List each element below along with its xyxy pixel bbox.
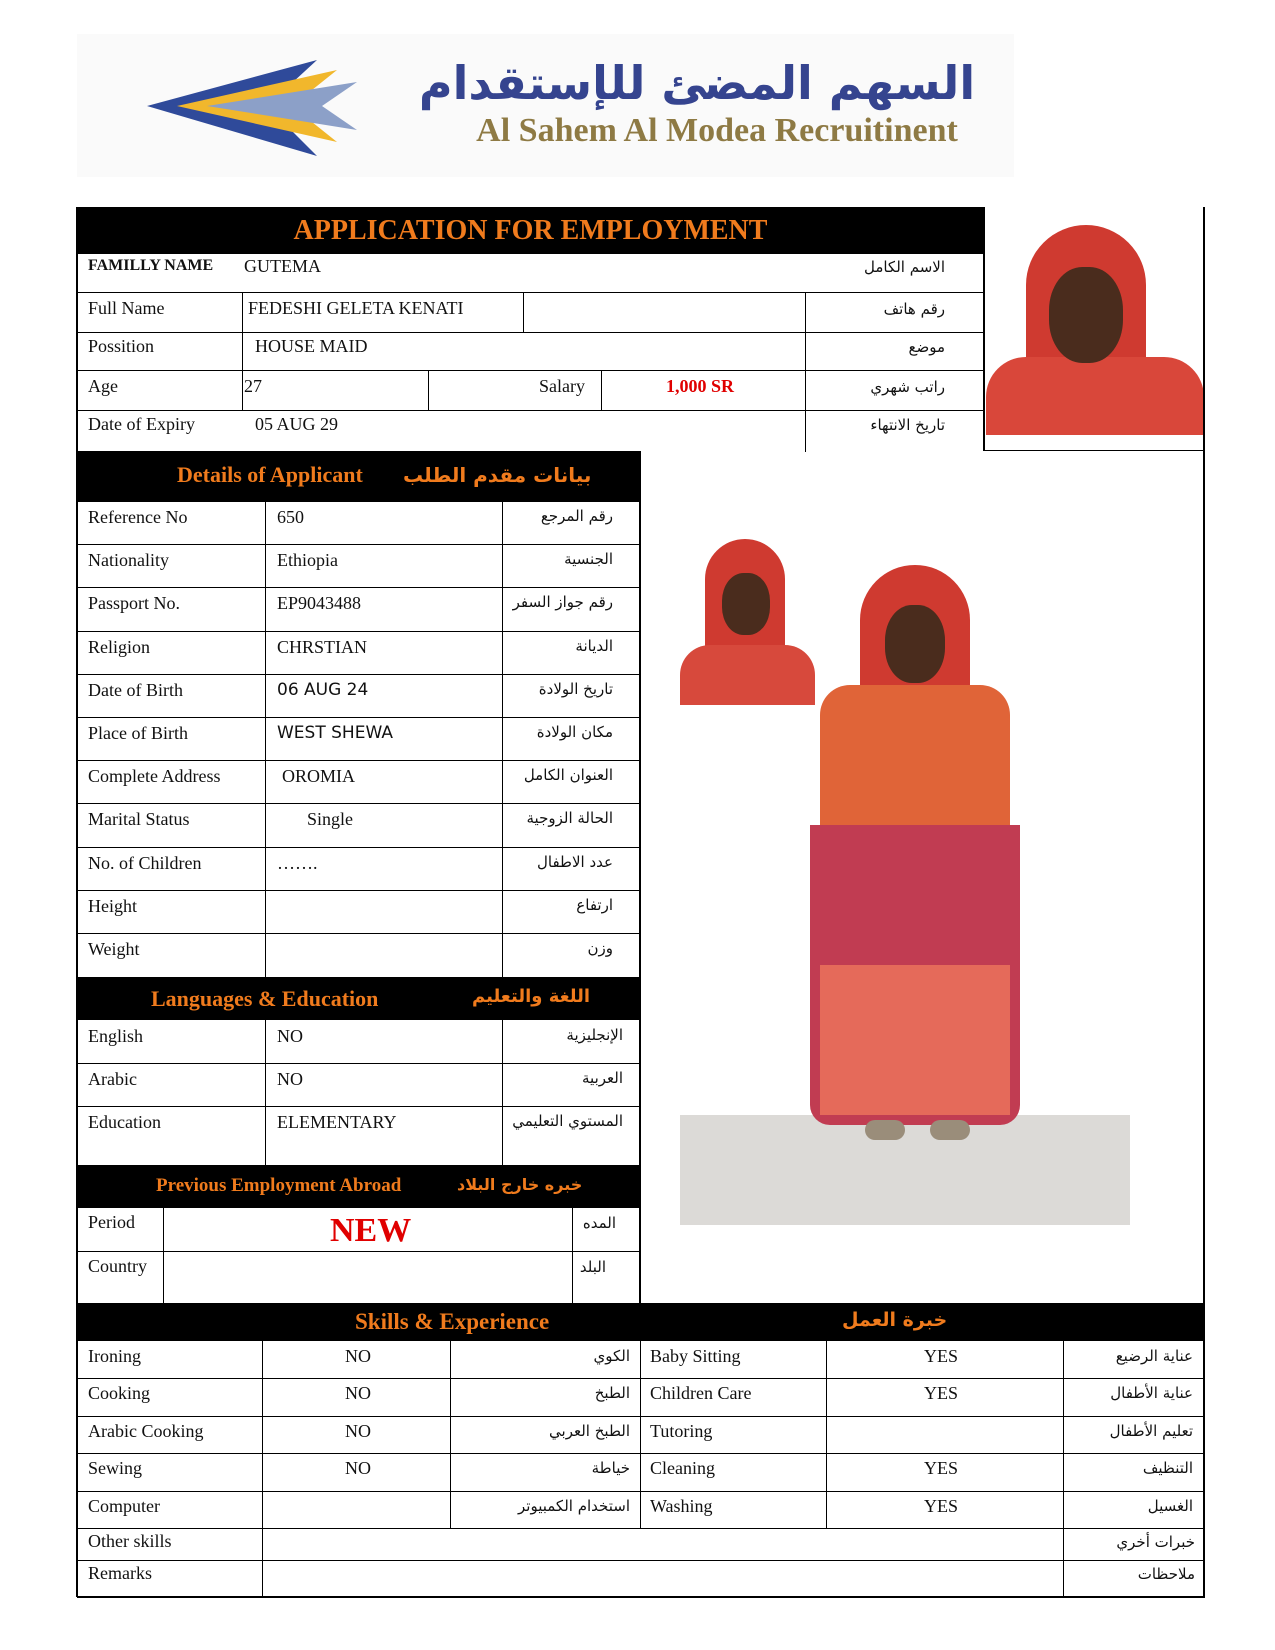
arrow-logo-icon [147,52,407,162]
details-arabic: العنوان الكامل [523,766,613,784]
family-name-label: FAMILLY NAME [88,257,214,274]
skill-value: YES [924,1458,959,1478]
skill-value: YES [924,1496,959,1516]
row-divider [77,1378,1204,1379]
details-header-ar: بيانات مقدم الطلب [403,463,592,487]
previous-header [77,1165,640,1208]
skill-value: YES [924,1346,959,1366]
row-divider [77,803,640,804]
age-label: Age [88,376,118,396]
details-arabic: الحالة الزوجية [526,809,613,827]
row-divider [77,933,640,934]
language-arabic: الإنجليزية [566,1026,623,1044]
position-label: Possition [88,336,155,356]
languages-header [77,977,640,1020]
details-value: 06 AUG 24 [277,680,369,700]
logo-arabic-text: السهم المضئ للإستقدام [418,56,976,110]
previous-header-ar: خبره خارج البلاد [457,1175,583,1194]
skill-arabic: خياطة [591,1459,630,1477]
skill-value: YES [924,1383,959,1403]
skill-value: NO [345,1421,371,1441]
language-label: English [88,1026,144,1046]
row-divider [77,1106,640,1107]
skill-label: Cleaning [650,1458,715,1478]
details-label: Passport No. [88,593,181,613]
remarks-arabic: ملاحظات [1137,1565,1195,1583]
row-divider [77,890,640,891]
skill-value: NO [345,1383,371,1403]
details-value: WEST SHEWA [277,723,393,743]
other-skills-label: Other skills [88,1531,172,1551]
expiry-arabic: تاريخ الانتهاء [870,416,945,434]
details-label: Nationality [88,550,169,570]
skills-header-ar: خبرة العمل [842,1309,948,1331]
row-divider [77,587,640,588]
row-divider [77,1063,640,1064]
details-arabic: عدد الاطفال [537,853,613,871]
details-label: No. of Children [88,853,202,873]
skills-header-en: Skills & Experience [355,1309,550,1334]
row-divider [77,760,640,761]
skill-label: Children Care [650,1383,752,1403]
previous-header-en: Previous Employment Abroad [156,1175,402,1196]
details-value: EP9043488 [277,593,362,613]
details-arabic: الجنسية [564,550,613,568]
family-name-value: GUTEMA [244,256,321,276]
full-body-photo [680,535,1130,1225]
details-label: Complete Address [88,766,221,786]
details-arabic: وزن [587,939,613,957]
row-divider [77,717,640,718]
details-header [77,451,640,501]
salary-label: Salary [539,376,585,396]
skill-label: Tutoring [650,1421,713,1441]
details-arabic: رقم جواز السفر [512,593,613,611]
skill-label: Sewing [88,1458,142,1478]
age-value: 27 [244,376,262,396]
salary-arabic: راتب شهري [870,378,945,396]
skill-label: Baby Sitting [650,1346,741,1366]
languages-header-ar: اللغة والتعليم [472,986,591,1007]
details-arabic: تاريخ الولادة [538,680,613,698]
details-arabic: مكان الولادة [536,723,613,741]
details-label: Height [88,896,137,916]
row-divider [77,1453,1204,1454]
phone-arabic: رقم هاتف [883,300,945,318]
skill-arabic: الغسيل [1147,1497,1193,1515]
family-name-arabic: الاسم الكامل [863,258,945,276]
language-value: ELEMENTARY [277,1112,397,1132]
skill-value: NO [345,1346,371,1366]
row-divider [77,1491,1204,1492]
country-arabic: البلد [579,1258,606,1276]
other-skills-arabic: خبرات أخري [1116,1533,1195,1551]
row-divider [77,1416,1204,1417]
skill-label: Washing [650,1496,713,1516]
details-label: Place of Birth [88,723,188,743]
period-arabic: المده [582,1214,616,1232]
skill-label: Computer [88,1496,160,1516]
details-label: Religion [88,637,150,657]
remarks-label: Remarks [88,1563,152,1583]
details-arabic: رقم المرجع [540,507,613,525]
position-arabic: موضع [908,338,945,356]
page-title: APPLICATION FOR EMPLOYMENT [77,207,984,254]
salary-value: 1,000 SR [666,376,735,396]
details-arabic: الديانة [575,637,613,655]
row-divider [77,501,640,502]
row-divider [77,631,640,632]
full-name-label: Full Name [88,298,165,318]
row-divider [77,544,640,545]
skills-header [77,1303,1204,1341]
skill-arabic: التنظيف [1142,1459,1193,1477]
details-value: ……. [277,853,318,873]
details-value: Ethiopia [277,550,338,570]
skill-label: Cooking [88,1383,151,1403]
skill-label: Ironing [88,1346,141,1366]
skill-arabic: الكوي [593,1347,630,1365]
skill-label: Arabic Cooking [88,1421,204,1441]
row-divider [77,847,640,848]
details-label: Marital Status [88,809,190,829]
details-value: CHRSTIAN [277,637,368,657]
expiry-value: 05 AUG 29 [255,414,339,434]
details-label: Reference No [88,507,188,527]
company-logo [77,34,1014,177]
language-value: NO [277,1026,303,1046]
details-value: 650 [277,507,304,527]
language-label: Education [88,1112,161,1132]
position-value: HOUSE MAID [255,336,368,356]
portrait-photo [986,207,1204,435]
language-value: NO [277,1069,303,1089]
details-label: Date of Birth [88,680,183,700]
skill-value: NO [345,1458,371,1478]
row-divider [77,674,640,675]
language-label: Arabic [88,1069,137,1089]
country-label: Country [88,1256,148,1276]
details-header-en: Details of Applicant [177,462,363,487]
skill-arabic: الطبخ العربي [549,1422,630,1440]
logo-english-text: Al Sahem Al Modea Recruitinent [476,112,958,149]
skill-arabic: الطبخ [594,1384,630,1402]
full-name-value: FEDESHI GELETA KENATI [248,298,464,318]
skill-arabic: عناية الأطفال [1110,1384,1193,1402]
details-value: OROMIA [282,766,356,786]
new-label: NEW [330,1212,412,1249]
language-arabic: المستوي التعليمي [512,1112,623,1130]
details-value: Single [307,809,354,829]
languages-header-en: Languages & Education [151,986,379,1011]
expiry-label: Date of Expiry [88,414,195,434]
period-label: Period [88,1212,135,1232]
skill-arabic: تعليم الأطفال [1109,1422,1193,1440]
details-arabic: ارتفاع [576,896,613,914]
skill-arabic: عناية الرضيع [1115,1347,1193,1365]
details-label: Weight [88,939,140,959]
language-arabic: العربية [582,1069,623,1087]
skill-arabic: استخدام الكمبيوتر [518,1497,630,1515]
